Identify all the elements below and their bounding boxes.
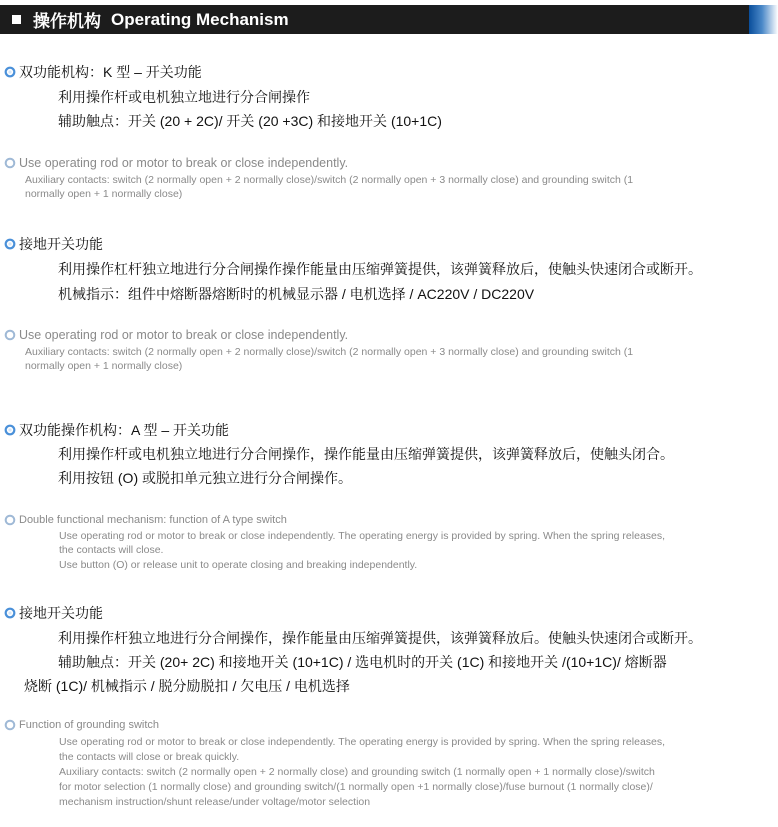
section-4-en-line-4: for motor selection (1 normally close) and grounding switch/(1 normally open +1 normally close)/fuse burnout (1 normally close)/ bbox=[59, 781, 653, 793]
bullet-circle-icon bbox=[4, 66, 16, 78]
section-1-cn-heading: 双功能机构：K 型 – 开关功能 bbox=[4, 62, 202, 82]
section-3-en-line-3: Use button (O) or release unit to operate closing and breaking independently. bbox=[59, 559, 418, 571]
square-icon bbox=[12, 15, 21, 24]
section-3-en-line-1: Use operating rod or motor to break or close independently. The operating energy is provided by spring. When the spring releases, bbox=[59, 530, 666, 542]
section-1-en-heading: Use operating rod or motor to break or close independently. bbox=[4, 156, 348, 170]
section-3-cn-heading: 双功能操作机构：A 型 – 开关功能 bbox=[4, 420, 229, 440]
section-3-cn-line-1: 利用操作杆或电机独立地进行分合闸操作，操作能量由压缩弹簧提供，该弹簧释放后，使触头闭合。 bbox=[58, 446, 674, 462]
section-2-cn-line-1: 利用操作杠杆独立地进行分合闸操作操作能量由压缩弹簧提供，该弹簧释放后，使触头快速闭合或断开。 bbox=[58, 261, 702, 277]
section-4-en-line-5: mechanism instruction/shunt release/under voltage/motor selection bbox=[59, 796, 371, 808]
bullet-circle-icon bbox=[4, 329, 16, 341]
header-title-cn: 操作机构 bbox=[33, 12, 101, 31]
bullet-circle-icon bbox=[4, 514, 16, 526]
section-4-cn-line-3: 烧断 (1C)/ 机械指示 / 脱分励脱扣 / 欠电压 / 电机选择 bbox=[24, 678, 350, 694]
section-3-en-heading: Double functional mechanism: function of A type switch bbox=[4, 514, 287, 526]
bullet-circle-icon bbox=[4, 607, 16, 619]
section-3-cn-line-2: 利用按钮 (O) 或脱扣单元独立进行分合闸操作。 bbox=[58, 470, 352, 486]
section-2-en-line-2: normally open + 1 normally close) bbox=[25, 360, 183, 372]
bullet-circle-icon bbox=[4, 719, 16, 731]
section-header bbox=[0, 5, 749, 34]
section-1-cn-line-1: 利用操作杆或电机独立地进行分合闸操作 bbox=[58, 89, 310, 105]
section-2-cn-line-2: 机械指示：组件中熔断器熔断时的机械显示器 / 电机选择 / AC220V / DC220V bbox=[58, 286, 535, 302]
bullet-circle-icon bbox=[4, 157, 16, 169]
section-4-en-line-3: Auxiliary contacts: switch (2 normally open + 2 normally close) and grounding switch (1 normally open + 1 normally close)/switch bbox=[59, 766, 655, 778]
section-2-en-heading: Use operating rod or motor to break or close independently. bbox=[4, 328, 348, 342]
header-title-en: Operating Mechanism bbox=[111, 9, 289, 29]
section-4-en-heading: Function of grounding switch bbox=[4, 719, 159, 731]
section-4-cn-line-2: 辅助触点：开关 (20+ 2C) 和接地开关 (10+1C) / 选电机时的开关 (1C) 和接地开关 /(10+1C)/ 熔断器 bbox=[58, 654, 667, 670]
section-2-cn-heading: 接地开关功能 bbox=[4, 234, 103, 254]
section-1-cn-line-2: 辅助触点：开关 (20 + 2C)/ 开关 (20 +3C) 和接地开关 (10+1C) bbox=[58, 113, 442, 129]
header-accent-gradient bbox=[749, 5, 778, 34]
section-4-cn-line-1: 利用操作杆独立地进行分合闸操作，操作能量由压缩弹簧提供，该弹簧释放后。使触头快速闭合或断开。 bbox=[58, 630, 702, 646]
section-3-en-line-2: the contacts will close. bbox=[59, 544, 164, 556]
bullet-circle-icon bbox=[4, 238, 16, 250]
section-4-en-line-2: the contacts will close or break quickly. bbox=[59, 751, 240, 763]
section-2-en-line-1: Auxiliary contacts: switch (2 normally open + 2 normally close)/switch (2 normally open + 3 normally close) and grounding switch (1 bbox=[25, 346, 634, 358]
section-1-en-line-2: normally open + 1 normally close) bbox=[25, 188, 183, 200]
bullet-circle-icon bbox=[4, 424, 16, 436]
section-4-cn-heading: 接地开关功能 bbox=[4, 603, 103, 623]
section-4-en-line-1: Use operating rod or motor to break or close independently. The operating energy is provided by spring. When the spring releases, bbox=[59, 736, 666, 748]
section-1-en-line-1: Auxiliary contacts: switch (2 normally open + 2 normally close)/switch (2 normally open + 3 normally close) and grounding switch (1 bbox=[25, 174, 634, 186]
